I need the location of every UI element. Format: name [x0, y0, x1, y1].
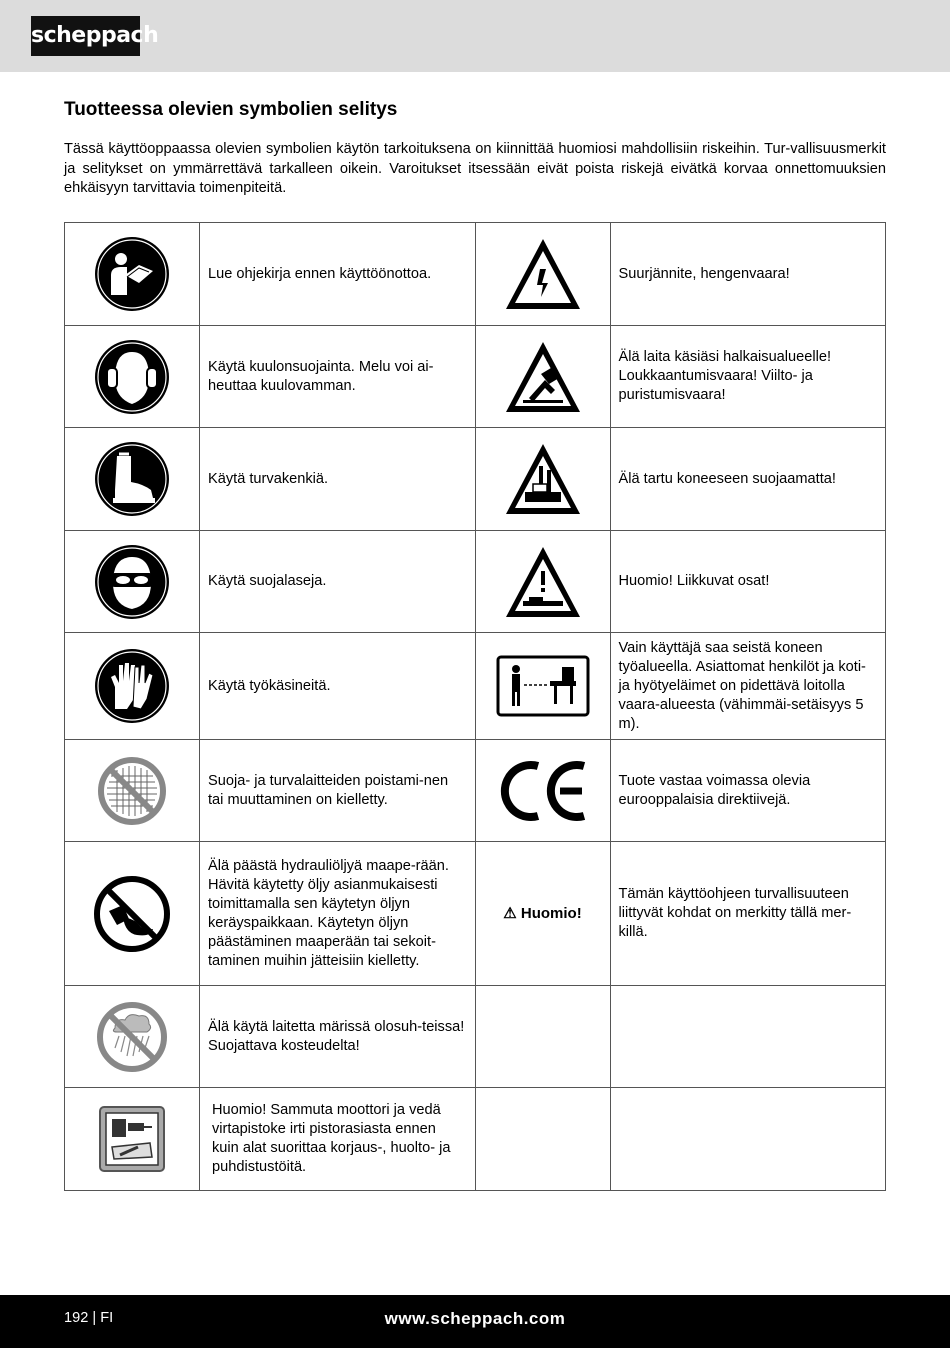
symbol-cell	[475, 326, 610, 428]
table-row	[65, 1088, 886, 1191]
symbol-cell	[475, 531, 610, 633]
page-title: Tuotteessa olevien symbolien selitys	[64, 99, 398, 120]
symbol-cell	[65, 1088, 200, 1191]
symbol-text: Käytä suojalaseja.	[200, 531, 476, 633]
safety-boots-icon	[93, 440, 171, 518]
hand-cut-hazard-icon	[503, 338, 583, 416]
symbol-cell	[65, 633, 200, 740]
symbol-text: Älä käytä laitetta märissä olosuh-teissa! Suojattava kosteudelta!	[200, 986, 476, 1088]
symbol-text: Lue ohjekirja ennen käyttöönottoa.	[200, 223, 476, 326]
symbol-cell	[475, 428, 610, 531]
symbol-cell	[65, 842, 200, 986]
gloves-icon	[93, 647, 171, 725]
read-manual-icon	[93, 235, 171, 313]
symbol-text: Suurjännite, hengenvaara!	[610, 223, 886, 326]
unplug-before-service-icon	[98, 1105, 166, 1173]
symbol-text: Tuote vastaa voimassa olevia eurooppalaisia direktiivejä.	[610, 740, 886, 842]
unguarded-machine-icon	[503, 440, 583, 518]
empty-cell	[475, 1088, 610, 1191]
brand-logo: scheppach	[31, 16, 140, 56]
no-guard-removal-icon	[97, 756, 167, 826]
empty-cell	[610, 1088, 886, 1191]
table-row	[65, 633, 886, 740]
table-row	[65, 223, 886, 326]
table-row	[65, 326, 886, 428]
symbol-cell	[65, 428, 200, 531]
attention-label: ⚠ Huomio!	[503, 904, 582, 922]
ear-protection-icon	[93, 338, 171, 416]
moving-parts-icon	[503, 543, 583, 621]
table-row	[65, 740, 886, 842]
symbol-text: Käytä työkäsineitä.	[200, 633, 476, 740]
no-rain-icon	[95, 1000, 169, 1074]
symbol-cell	[65, 986, 200, 1088]
operator-zone-icon	[496, 655, 590, 717]
symbol-text: Tämän käyttöohjeen turvallisuuteen liittyvät kohdat on merkitty tällä mer-killä.	[610, 842, 886, 986]
ce-mark-icon	[496, 758, 590, 824]
intro-paragraph: Tässä käyttöoppaassa olevien symbolien käytön tarkoituksena on kiinnittää huomiosi mahdollisiin riskeihin. Tur-vallisuusmerkit ja selitykset on ymmärrettävä tarkalleen oikein. Varoitukset itsessään eivät poista riskejä eivätkä korvaa onnettomuuksien ehkäisyyn tarvittavia toimenpiteitä.	[64, 141, 886, 196]
page-number: 192 | FI	[64, 1310, 114, 1326]
table-row	[65, 428, 886, 531]
symbol-text: Käytä turvakenkiä.	[200, 428, 476, 531]
high-voltage-icon	[503, 235, 583, 313]
symbol-cell	[65, 531, 200, 633]
safety-goggles-icon	[93, 543, 171, 621]
no-oil-spill-icon	[93, 875, 171, 953]
symbol-cell	[65, 223, 200, 326]
table-row	[65, 986, 886, 1088]
symbol-cell	[65, 326, 200, 428]
table-row	[65, 842, 886, 986]
symbol-cell	[475, 223, 610, 326]
symbol-text: Suoja- ja turvalaitteiden poistami-nen tai muuttaminen on kielletty.	[200, 740, 476, 842]
symbol-cell	[475, 740, 610, 842]
footer-bar	[0, 1295, 950, 1348]
symbol-text: Huomio! Liikkuvat osat!	[610, 531, 886, 633]
symbol-text: Älä tartu koneeseen suojaamatta!	[610, 428, 886, 531]
symbol-table	[64, 222, 886, 1191]
symbol-text: Huomio! Sammuta moottori ja vedä virtapistoke irti pistorasiasta ennen kuin alat suorittaa korjaus-, huolto- ja puhdistustöitä.	[200, 1088, 476, 1191]
symbol-text: Käytä kuulonsuojainta. Melu voi ai-heuttaa kuulovamman.	[200, 326, 476, 428]
symbol-text: Älä päästä hydrauliöljyä maape-rään. Hävitä käytetty öljy asianmukaisesti toimittamalla sen käytetyn öljyn keräyspaikkaan. Käytetyn öljyn päästäminen maaperään tai sekoit-taminen muihin jätteisiin kielletty.	[200, 842, 476, 986]
attention-label-cell	[475, 842, 610, 986]
symbol-text: Älä laita käsiäsi halkaisualueelle! Loukkaantumisvaara! Viilto- ja puristumisvaara!	[610, 326, 886, 428]
empty-cell	[475, 986, 610, 1088]
website-url[interactable]: www.scheppach.com	[384, 1309, 566, 1328]
symbol-cell	[65, 740, 200, 842]
symbol-text: Vain käyttäjä saa seistä koneen työalueella. Asiattomat henkilöt ja koti- ja hyötyeläimet on pidettävä loitolla vaara-alueesta (vähimmäi-setäisyys 5 m).	[610, 633, 886, 740]
table-row	[65, 531, 886, 633]
empty-cell	[610, 986, 886, 1088]
symbol-cell	[475, 633, 610, 740]
header-bar	[0, 0, 950, 72]
